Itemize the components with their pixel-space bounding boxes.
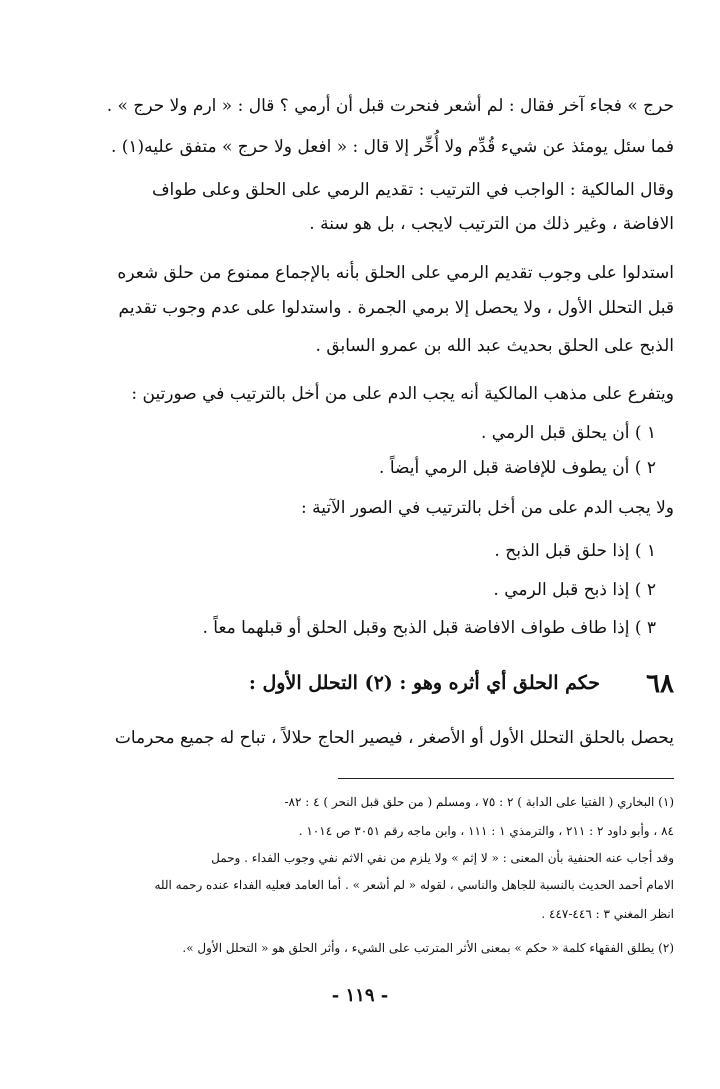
list-item: ١ ) أن يحلق قبل الرمي . [480, 423, 656, 443]
paragraph-line: فما سئل يومئذ عن شيء قُدِّم ولا أُخِّر إلا قال : « افعل ولا حرج » متفق عليه(١) . [110, 137, 674, 157]
paragraph-line: حرج » فجاء آخر فقال : لم أشعر فنحرت قبل أن أرمي ؟ قال : « ارم ولا حرج » . [106, 96, 674, 116]
list-item: ٣ ) إذا طاف طواف الافاضة قبل الذبح وقبل الحلق أو قبلهما معاً . [202, 618, 656, 638]
footnote-divider [338, 778, 674, 779]
paragraph-line: استدلوا على وجوب تقديم الرمي على الحلق بأنه بالإجماع ممنوع من حلق شعره [117, 263, 674, 283]
footnote-line: انظر المغني ٣ : ٤٤٦-٤٤٧ . [541, 907, 674, 921]
footnote-line: (٢) يطلق الفقهاء كلمة « حكم » بمعنى الأثر المترتب على الشيء ، وأثر الحلق هو « التحلل الأول ». [182, 941, 674, 955]
paragraph-line: ولا يجب الدم على من أخل بالترتيب في الصور الآتية : [301, 498, 674, 518]
footnote-line: ٨٤ ، وأبو داود ٢ : ٢١١ ، والترمذي ١ : ١١١ ، وابن ماجه رقم ٣٠٥١ ص ١٠١٤ . [298, 824, 674, 838]
footnote-line: وقد أجاب عنه الحنفية بأن المعنى : « لا إثم » ولا يلزم من نفي الاثم نفي وجوب الفداء . وحمل [211, 851, 674, 865]
list-item: ٢ ) أن يطوف للإفاضة قبل الرمي أيضاً . [379, 458, 656, 478]
list-item: ١ ) إذا حلق قبل الذبح . [494, 541, 656, 561]
paragraph-line: قبل التحلل الأول ، ولا يحصل إلا برمي الجمرة . واستدلوا على عدم وجوب تقديم [118, 298, 674, 318]
paragraph-line: الذبح على الحلق بحديث عبد الله بن عمرو السابق . [315, 336, 674, 356]
list-item: ٢ ) إذا ذبح قبل الرمي . [493, 580, 656, 600]
section-number: ٦٨ [646, 669, 674, 699]
paragraph-line: وقال المالكية : الواجب في الترتيب : تقديم الرمي على الحلق وعلى طواف [151, 180, 674, 200]
paragraph-line: يحصل بالحلق التحلل الأول أو الأصغر ، فيصير الحاج حلالاً ، تباح له جميع محرمات [114, 728, 674, 748]
page-number: - ١١٩ - [331, 985, 389, 1006]
section-heading: حكم الحلق أي أثره وهو : (٢) التحلل الأول : [248, 672, 600, 694]
footnote-line: (١) البخاري ( الفتيا على الدابة ) ٢ : ٧٥ ، ومسلم ( من حلق قبل النحر ) ٤ : ٨٢- [284, 795, 674, 809]
footnote-line: الامام أحمد الحديث بالنسبة للجاهل والناسي ، لقوله « لم أشعر » . أما العامد فعليه الفداء عنده رحمه الله [154, 878, 674, 892]
paragraph-line: ويتفرع على مذهب المالكية أنه يجب الدم على من أخل بالترتيب في صورتين : [131, 384, 674, 404]
paragraph-line: الافاضة ، وغير ذلك من الترتيب لايجب ، بل هو سنة . [309, 214, 674, 234]
